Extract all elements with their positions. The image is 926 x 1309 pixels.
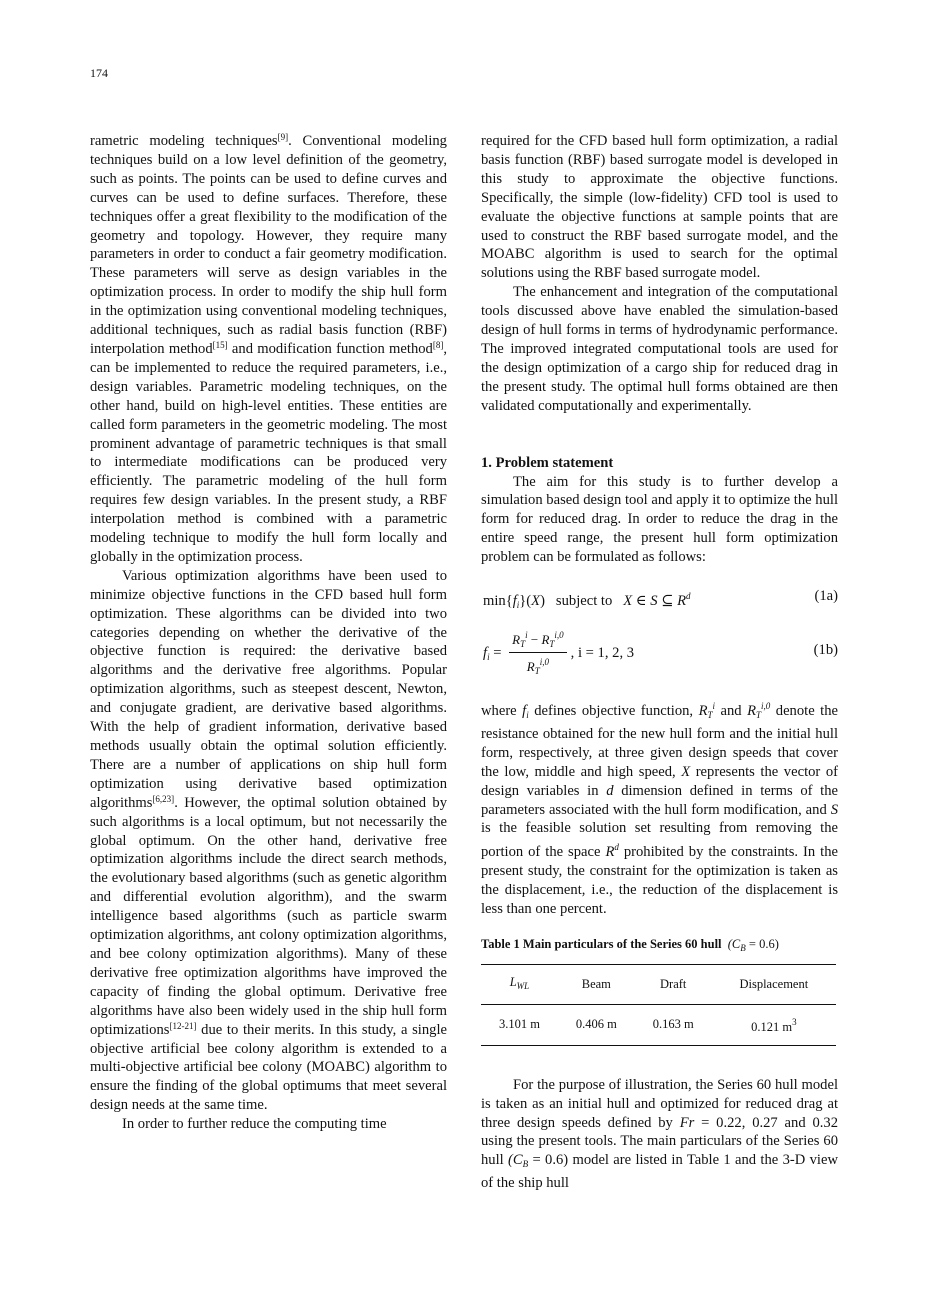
section-heading: 1. Problem statement [481, 454, 614, 471]
citation: [9] [277, 132, 289, 142]
equation-number: (1a) [814, 588, 838, 605]
table-cell: 0.163 m [652, 1017, 694, 1032]
table-cell: 3.101 m [498, 1017, 540, 1032]
paragraph: For the purpose of illustration, the Series 60 hull model is taken as an initial hull and optimized for reduced drag at three design speeds defined by Fr = 0.22, 0.27 and 0.32 using the present tools. The main particulars of the Series 60 hull $(C_B = 0.6)$ model are listed in Table 1 and the 3-D view of the ship hull [481, 1076, 838, 1192]
equation-1a: $\min\{f_i\}(X)$ subject to X ∈ S ⊆ $R^d$ (1a) [483, 588, 838, 611]
paragraph: Various optimization algorithms have been used to minimize objective functions in the CFD based hull form optimization. These algorithms can be divided into two categories depending on whether the derivative of the objective function is required: the derivative based algorithms and the derivative free algorithms. Popular optimization algorithms, such as steepest descent, Newton, and conjugate gradient, are derivative based algorithms. With the help of gradient information, derivative based methods usually obtain the optimal solution efficiently. There are a number of applications on ship hull form optimization using derivative based optimization algorithms[6,23]. However, the optimal solution obtained by such algorithms is a local optimum, but not necessarily the global optimum. On the other hand, derivative free optimization algorithms include the direct search methods, the evolutionary based algorithms (such as genetic algorithm and differential evolution algorithm), and the swarm intelligence based algorithms (such as particle swarm optimization algorithms, ant colony optimization algorithms, and bee colony optimization algorithms). Many of these derivative free optimization algorithms have improved the capacity of finding the global optimum. Derivative free algorithms have also been widely used in the ship hull form optimizations[12-21] due to their merits. In this study, a single objective artificial bee colony algorithm is extended to a multi-objective artificial bee colony (MOABC) algorithm to ensure the finding of the global optimums that meet several design needs at the same time. [90, 567, 447, 1114]
citation: [15] [212, 339, 228, 350]
paragraph: rametric modeling techniques[9]. Conventional modeling techniques build on a low level definition of the geometry, such as points. The points can be used to define curves and curves can be used to define surfaces. Therefore, these techniques offer a great flexibility to the modification of the geometry and topology. However, they require many parameters in order to conduct a fair geometry modification. These parameters will serve as design variables in the optimization process. In order to modify the ship hull form in the optimization using conventional modeling techniques, additional techniques, such as radial basis function (RBF) interpolation method[15] and modification function method[8], can be implemented to reduce the required parameters, i.e., design variables. Parametric modeling techniques, on the other hand, build on high-level entities. These entities are called form parameters in the geometric modeling. The most prominent advantage of parametric techniques is that small to intermediate modifications can be produced very efficiently. The parametric modeling of the hull form requires few design variables. In the present study, a RBF interpolation method is combined with a parametric modeling technique to modify the hull form locally and globally in the optimization process. [90, 132, 447, 565]
table-header: Draft [660, 976, 687, 991]
table-caption: Table 1 Main particulars of the Series 60 hull $(C_B = 0.6)$ [481, 937, 779, 953]
table-header: Beam [581, 976, 611, 991]
paragraph: The enhancement and integration of the computational tools discussed above have enabled the simulation-based design of hull forms in terms of hydrodynamic performance. The improved integrated computational tools are used for the design optimization of a cargo ship for reduced drag in the present study. The optimal hull forms obtained are then validated computationally and experimentally. [481, 284, 838, 414]
equation-number: (1b) [813, 642, 838, 659]
particulars-table [481, 964, 836, 1046]
citation: [6,23] [152, 793, 175, 804]
table-header: $L_{WL}$ [509, 974, 530, 991]
table-cell: 0.121 $m^3$ [751, 1016, 797, 1034]
table-header-row [481, 964, 836, 1004]
page-number: 174 [90, 66, 108, 80]
table-header: Displacement [739, 976, 809, 991]
equation-1b: $f_i$ = $\frac{R_T^i - R_T^{i,0}}{R_T^{i,0}}$ , i = 1, 2, 3 (1b) [481, 621, 838, 679]
citation: [8] [432, 339, 444, 350]
left-column [90, 132, 447, 1134]
table-row [481, 1004, 836, 1045]
citation: [12-21] [169, 1020, 197, 1031]
paragraph: where $f_i$ defines objective function, $R_T^i$ and $R_T^{i,0}$ denote the resistance obtained for the new hull form and the initial hull form, respectively, at three given design speeds that cover the low, middle and high speed, X represents the vector of design variables in d dimension defined in terms of the parameters associated with the hull form modification, and S is the feasible solution set resulting from removing the portion of the space $R^d$ prohibited by the constraints. In the present study, the constraint for the optimization is taken as the displacement, i.e., the reduction of the displacement is less than one percent. [481, 701, 839, 918]
paragraph: The aim for this study is to further develop a simulation based design tool and apply it to optimize the hull form for reduced drag. In order to reduce the drag in the entire speed range, the present hull form optimization problem can be formulated as follows: [481, 473, 838, 566]
paragraph: In order to further reduce the computing time [122, 1116, 387, 1133]
table-cell: 0.406 m [575, 1017, 617, 1032]
paragraph: required for the CFD based hull form optimization, a radial basis function (RBF) based surrogate model is developed in this study to approximate the objective functions. Specifically, the simple (low-fidelity) CFD tool is used to evaluate the objective functions at sample points that are used to construct the RBF based surrogate model, and the MOABC algorithm is used to search for the optimal solutions using the RBF based surrogate model. [481, 133, 838, 282]
right-column [481, 132, 838, 1193]
